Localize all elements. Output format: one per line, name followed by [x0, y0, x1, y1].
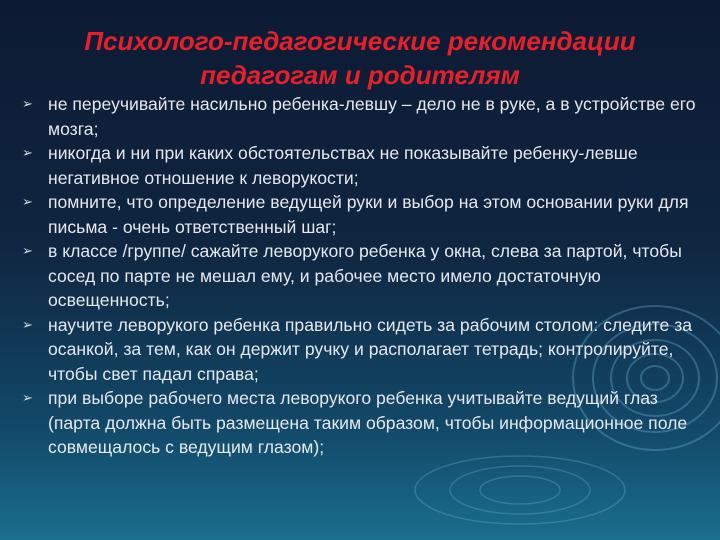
title-line-2: педагогам и родителям	[200, 60, 520, 90]
list-item	[22, 92, 702, 141]
list-item	[22, 313, 702, 387]
recommendation-list	[22, 92, 702, 460]
list-item-text: при выборе рабочего места леворукого ребенка учитывайте ведущий глаз (парта должна быть размещена таким образом, чтобы информационное поле совмещалось с ведущим глазом);	[48, 388, 688, 457]
list-item-text: никогда и ни при каких обстоятельствах не показывайте ребенку-левше негативное отношение к леворукости;	[48, 143, 638, 188]
arrowhead-bullet-icon: ➢	[22, 390, 33, 405]
list-item	[22, 386, 702, 460]
list-item	[22, 141, 702, 190]
list-item	[22, 190, 702, 239]
list-item-text: в классе /группе/ сажайте леворукого ребенка у окна, слева за партой, чтобы сосед по парте не мешал ему, и рабочее место имело достаточную освещенность;	[48, 241, 682, 310]
arrowhead-bullet-icon: ➢	[22, 96, 33, 111]
arrowhead-bullet-icon: ➢	[22, 194, 33, 209]
arrowhead-bullet-icon: ➢	[22, 243, 33, 258]
arrowhead-bullet-icon: ➢	[22, 316, 33, 332]
list-item	[22, 239, 702, 313]
list-item-text: не переучивайте насильно ребенка-левшу – дело не в руке, а в устройстве его мозга;	[48, 94, 696, 139]
arrowhead-bullet-icon: ➢	[22, 145, 33, 160]
slide-title	[30, 24, 690, 92]
list-item-text: научите леворукого ребенка правильно сидеть за рабочим столом: следите за осанкой, за тем, как он держит ручку и располагает тетрадь; контролируйте, чтобы свет падал справа;	[48, 314, 693, 384]
title-line-1: Психолого-педагогические рекомендации	[84, 26, 636, 56]
list-item-text: помните, что определение ведущей руки и выбор на этом основании руки для письма - очень ответственный шаг;	[48, 192, 689, 237]
